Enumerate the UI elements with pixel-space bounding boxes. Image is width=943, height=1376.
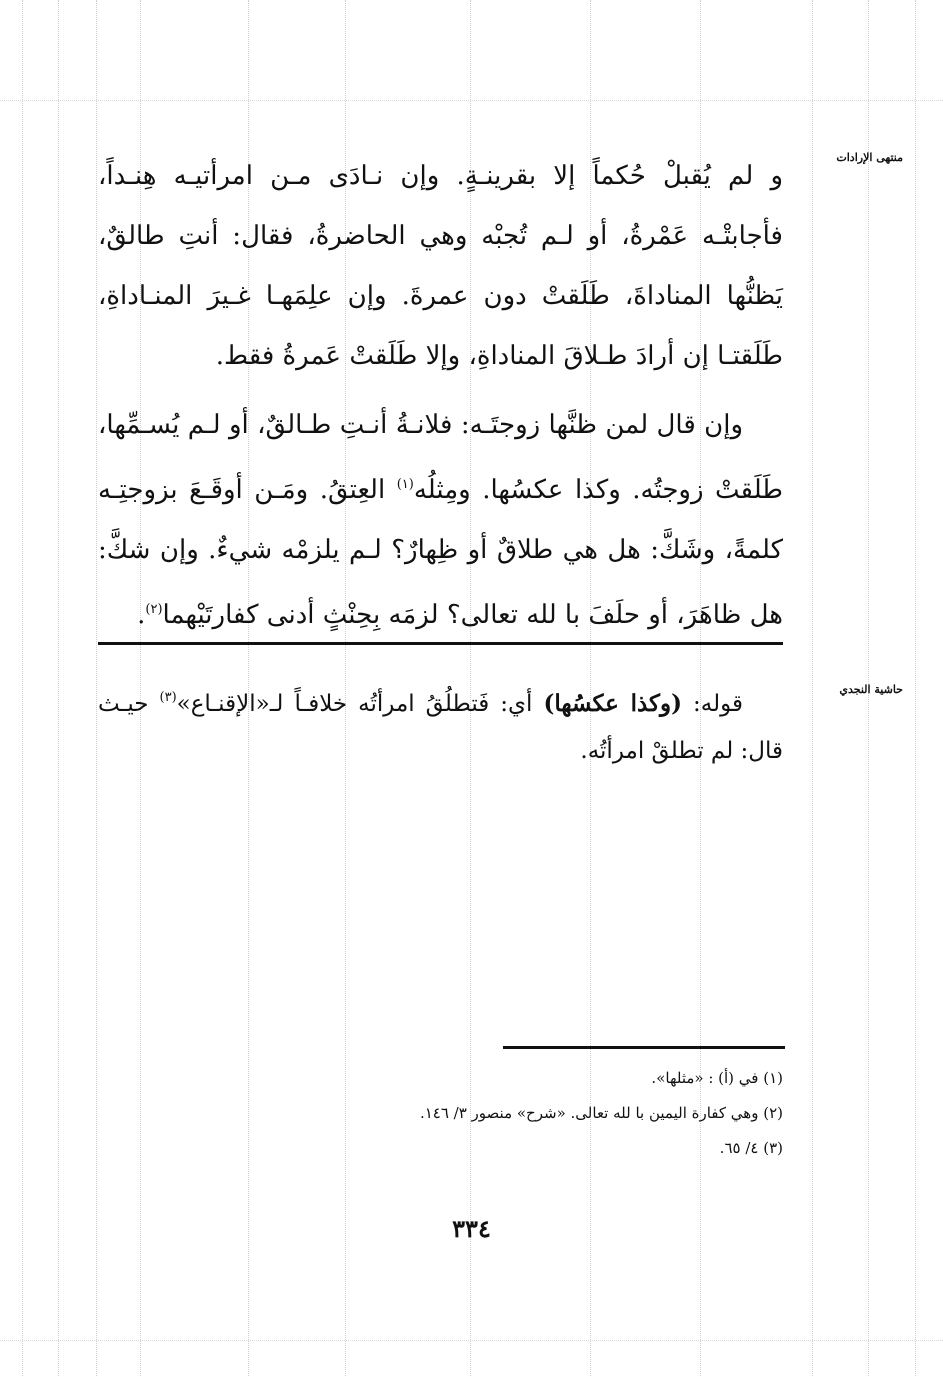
side-label-main: منتهى الإرادات xyxy=(836,151,903,164)
footnote-2: (٢) وهي كفارة اليمين با لله تعالى. «شرح» منصور ٣/ ١٤٦. xyxy=(419,1104,783,1122)
main-divider xyxy=(98,642,783,645)
hashiya-paragraph xyxy=(98,674,783,775)
scan-guide-line xyxy=(96,0,97,1376)
footnote-1: (١) في (أ) : «مثلها». xyxy=(651,1069,783,1087)
hashiya-intro: قوله: xyxy=(682,691,743,717)
hashiya-text-a: أي: فَتطلُقُ امرأتُه خلافـاً لـ«الإقنـاع» xyxy=(176,691,544,717)
scan-guide-line xyxy=(58,0,59,1376)
side-label-hashiya: حاشية النجدي xyxy=(839,683,903,696)
hashiya-keyword: (وكذا عكسُها) xyxy=(543,690,682,717)
footnote-ref-2: (٢) xyxy=(145,602,163,617)
hashiya-text xyxy=(98,674,783,775)
scan-guide-line xyxy=(0,100,943,101)
footnotes xyxy=(98,1064,783,1169)
scan-guide-line xyxy=(812,0,813,1376)
footnote-ref-3: (٣) xyxy=(159,690,177,705)
main-paragraph-2 xyxy=(98,395,783,645)
main-paragraph-2-part-b: العِتقُ. ومَـن أوقَـعَ بزوجتِـه كلمةً، وشَكَّ: هل هي طلاقٌ أو ظِهارٌ؟ لـم يلزمْه شيءٌ. وإن شكَّ: هل ظاهَرَ، أو حلَفَ با لله تعالى؟ لزمَه بِحِنْثٍ أدنى كفارتَيْهما xyxy=(98,475,784,630)
scan-guide-line xyxy=(22,0,23,1376)
main-text xyxy=(98,146,783,645)
main-paragraph-2-end: . xyxy=(137,600,146,630)
main-paragraph-1: و لم يُقبلْ حُكماً إلا بقرينـةٍ. وإن نـادَى مـن امرأتيـه هِنـداً، فأجابتْـه عَمْرةُ، أو لـم تُجبْه وهي الحاضرةُ، فقال: أنتِ طالقٌ، يَظنُّها المناداةَ، طَلَقتْ دون عمرةَ. وإن علِمَهـا غـيرَ المنـاداةِ، طَلَقتـا إن أرادَ طـلاقَ المناداةِ، وإلا طَلَقتْ عَمرةُ فقط. xyxy=(98,161,783,371)
main-paragraph-2-part-a: وإن قال لمن ظنَّها زوجتَـه: فلانـةُ أنـتِ طـالقٌ، أو لـم يُسـمِّها، طَلَقتْ زوجتُه. وكذا عكسُها. ومِثلُه xyxy=(98,410,783,505)
page-number: ٣٣٤ xyxy=(452,1214,491,1243)
footnote-ref-1: (١) xyxy=(396,477,414,492)
hashiya-text-b: حيـث قال: لم تطلقْ امرأتُه. xyxy=(98,691,783,764)
footnote-divider xyxy=(503,1046,785,1049)
footnote-3: (٣) ٤/ ٦٥. xyxy=(719,1139,783,1157)
scan-guide-line xyxy=(915,0,916,1376)
scan-guide-line xyxy=(0,1340,943,1341)
